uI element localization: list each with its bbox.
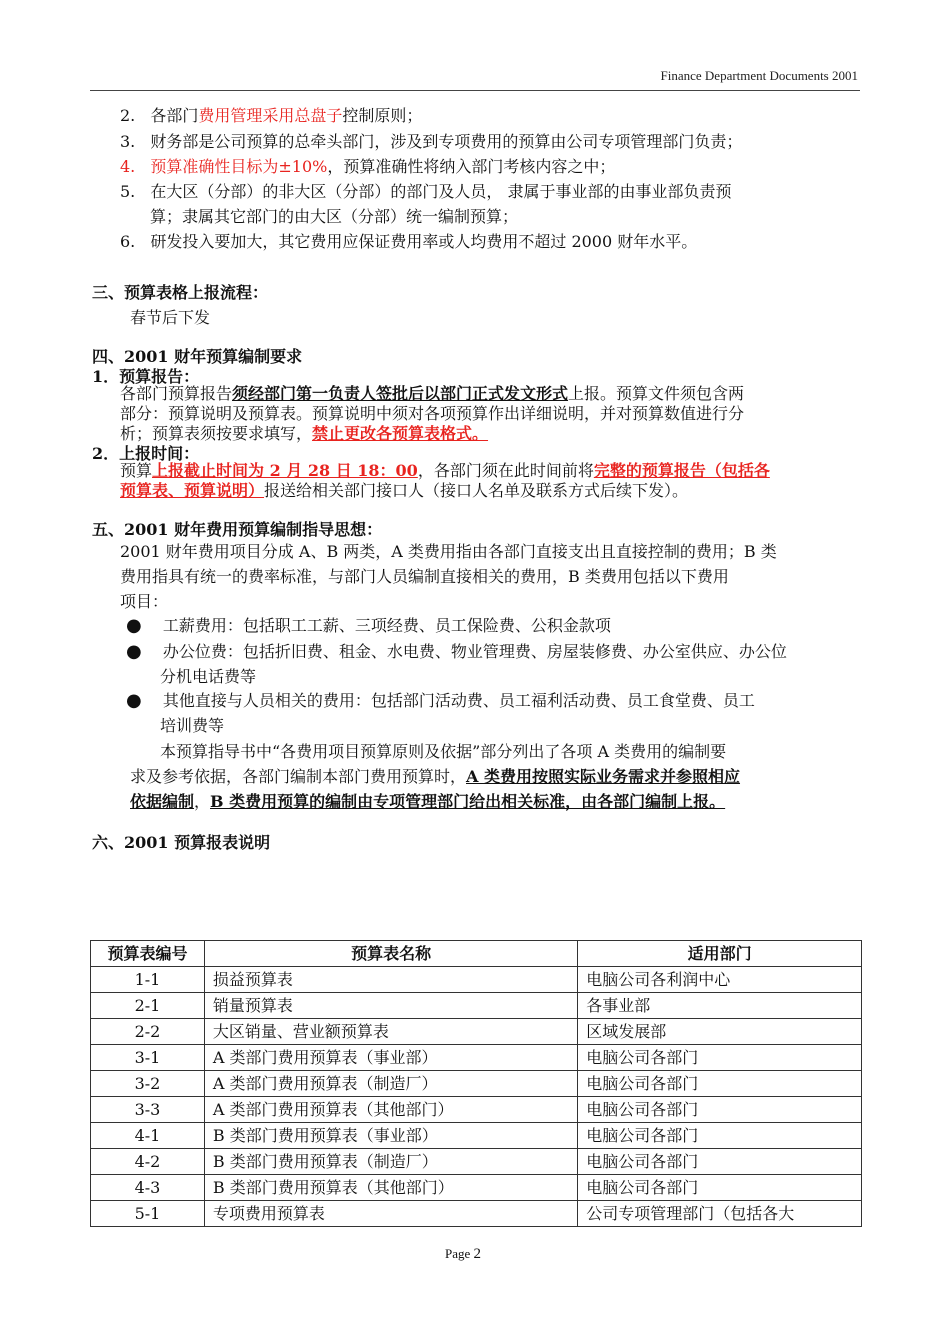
section-5-para-line2: 费用指具有统一的费率标准，与部门人员编制直接相关的费用，B 类费用包括以下费用 (120, 567, 729, 586)
bullet-text: 办公位费：包括折旧费、租金、水电费、物业管理费、房屋装修费、办公室供应、办公位 (162, 642, 787, 661)
section-4-item-1-line1 (120, 384, 744, 404)
cell-department: 电脑公司各部门 (578, 1071, 862, 1097)
column-header-code: 预算表编号 (91, 941, 205, 967)
text-bold: 须经部门第一负责人签批后以部门正式发文形式 (232, 384, 569, 403)
table-row (91, 1071, 862, 1097)
header-rule (90, 90, 860, 91)
cell-name: A 类部门费用预算表（事业部） (204, 1045, 577, 1071)
text-pre: 预算 (120, 461, 153, 480)
cell-name: A 类部门费用预算表（制造厂） (204, 1071, 577, 1097)
principle-item-3 (120, 130, 742, 154)
text-red: 上报截止时间为 2 月 28 日 18：00 (152, 461, 418, 480)
principle-text-post: ，预算准确性将纳入部门考核内容之中； (327, 157, 616, 176)
text-mid: ， (194, 792, 211, 811)
text-red: 完整的预算报告（包括各 (593, 461, 770, 480)
principle-text: 研发投入要加大，其它费用应保证费用率或人均费用不超过 2000 财年水平。 (150, 232, 698, 251)
column-header-department: 适用部门 (578, 941, 862, 967)
section-4-title: 四、2001 财年预算编制要求 (92, 347, 303, 366)
cell-department: 电脑公司各部门 (578, 1097, 862, 1123)
cell-name: 专项费用预算表 (204, 1201, 577, 1227)
section-5-para-line1: 2001 财年费用项目分成 A、B 两类，A 类费用指由各部门直接支出且直接控制的费用；B 类 (120, 542, 777, 561)
section-4-item-2-line1 (120, 461, 770, 481)
cell-department: 电脑公司各部门 (578, 1123, 862, 1149)
section-5-title: 五、2001 财年费用预算编制指导思想： (92, 520, 383, 539)
principle-number: 6. (120, 232, 136, 251)
principle-item-5 (120, 180, 731, 204)
table-row (91, 1097, 862, 1123)
principle-text-line1: 在大区（分部）的非大区（分部）的部门及人员， 隶属于事业部的由事业部负责预 (150, 182, 732, 201)
principle-number: 2. (120, 106, 136, 125)
cell-code: 3-3 (91, 1097, 205, 1123)
table-row (91, 1201, 862, 1227)
bullet-text: 工薪费用：包括职工工薪、三项经费、员工保险费、公积金款项 (162, 616, 611, 635)
cell-department: 电脑公司各部门 (578, 1149, 862, 1175)
cell-code: 2-2 (91, 1019, 205, 1045)
page-header: Finance Department Documents 2001 (660, 68, 858, 83)
page-footer (445, 1246, 481, 1263)
section-5-para-line3: 项目： (120, 592, 169, 611)
bullet-item (126, 640, 787, 664)
text-post: 上报。预算文件须包含两 (568, 384, 745, 403)
section-4-item-2-line2 (120, 481, 688, 501)
principle-text-pre: 各部门 (150, 106, 199, 125)
cell-department: 电脑公司各部门 (578, 1045, 862, 1071)
cell-code: 5-1 (91, 1201, 205, 1227)
section-5-closing-line1: 本预算指导书中“各费用项目预算原则及依据”部分列出了各项 A 类费用的编制要 (160, 742, 727, 761)
text-bold: 依据编制 (130, 792, 195, 811)
cell-department: 区域发展部 (578, 1019, 862, 1045)
principle-item-2 (120, 104, 422, 128)
cell-name: B 类部门费用预算表（事业部） (204, 1123, 577, 1149)
text-post: 报送给相关部门接口人（接口人名单及联系方式后续下发）。 (264, 481, 689, 500)
principle-text-post: 控制原则； (342, 106, 423, 125)
section-3-text: 春节后下发 (130, 308, 211, 327)
page-number: 2 (473, 1246, 482, 1262)
table-row (91, 1123, 862, 1149)
cell-code: 4-2 (91, 1149, 205, 1175)
principle-number: 5. (120, 182, 136, 201)
bullet-dot-icon: ● (126, 615, 142, 636)
bullet-item (126, 614, 611, 638)
principle-text-red: 费用管理采用总盘子 (198, 106, 343, 125)
principle-number: 4. (120, 157, 136, 176)
cell-code: 3-2 (91, 1071, 205, 1097)
section-3-title: 三、预算表格上报流程： (92, 283, 269, 302)
cell-name: 销量预算表 (204, 993, 577, 1019)
principle-text-red: 预算准确性目标为±10% (150, 157, 328, 176)
cell-code: 4-1 (91, 1123, 205, 1149)
cell-department: 电脑公司各利润中心 (578, 967, 862, 993)
cell-department: 公司专项管理部门（包括各大 (578, 1201, 862, 1227)
cell-name: B 类部门费用预算表（其他部门） (204, 1175, 577, 1201)
page-label: Page (445, 1246, 471, 1261)
bullet-dot-icon: ● (126, 690, 142, 711)
budget-table (90, 940, 862, 1227)
principle-item-4 (120, 155, 615, 179)
cell-code: 1-1 (91, 967, 205, 993)
section-4-item-2-label: 2．上报时间： (92, 444, 200, 463)
column-header-name: 预算表名称 (204, 941, 577, 967)
cell-name: 损益预算表 (204, 967, 577, 993)
cell-department: 电脑公司各部门 (578, 1175, 862, 1201)
section-4-item-1-label: 1．预算报告： (92, 367, 200, 386)
text-pre: 各部门预算报告 (120, 384, 233, 403)
section-4-item-1-line2: 部分：预算说明及预算表。预算说明中须对各项预算作出详细说明，并对预算数值进行分 (120, 404, 745, 423)
cell-name: A 类部门费用预算表（其他部门） (204, 1097, 577, 1123)
table-row (91, 967, 862, 993)
cell-code: 2-1 (91, 993, 205, 1019)
text-bold: A 类费用按照实际业务需求并参照相应 (466, 767, 741, 786)
table-row (91, 1175, 862, 1201)
principle-text: 财务部是公司预算的总牵头部门，涉及到专项费用的预算由公司专项管理部门负责； (150, 132, 743, 151)
principle-item-5-cont: 算；隶属其它部门的由大区（分部）统一编制预算； (150, 207, 519, 226)
principle-number: 3. (120, 132, 136, 151)
section-5-closing-line2 (130, 765, 740, 789)
table-row (91, 1149, 862, 1175)
text-mid: ，各部门须在此时间前将 (417, 461, 594, 480)
bullet-dot-icon: ● (126, 641, 142, 662)
section-5-closing-line3 (130, 790, 725, 814)
text-pre: 求及参考依据，各部门编制本部门费用预算时， (130, 767, 467, 786)
bullet-item (126, 689, 755, 713)
cell-name: 大区销量、营业额预算表 (204, 1019, 577, 1045)
section-4-item-1-line3 (120, 424, 488, 444)
text-bold: B 类费用预算的编制由专项管理部门给出相关标准，由各部门编制上报。 (210, 792, 726, 811)
cell-name: B 类部门费用预算表（制造厂） (204, 1149, 577, 1175)
table-row (91, 993, 862, 1019)
cell-code: 4-3 (91, 1175, 205, 1201)
text-red: 禁止更改各预算表格式。 (312, 424, 489, 443)
section-6-title: 六、2001 预算报表说明 (92, 833, 271, 852)
cell-code: 3-1 (91, 1045, 205, 1071)
bullet-text: 其他直接与人员相关的费用：包括部门活动费、员工福利活动费、员工食堂费、员工 (162, 691, 755, 710)
text-pre: 析；预算表须按要求填写， (120, 424, 313, 443)
table-header-row (91, 941, 862, 967)
principle-item-6 (120, 230, 697, 254)
table-row (91, 1045, 862, 1071)
bullet-text-cont: 培训费等 (160, 716, 225, 735)
text-red: 预算表、预算说明） (120, 481, 265, 500)
cell-department: 各事业部 (578, 993, 862, 1019)
table-row (91, 1019, 862, 1045)
bullet-text-cont: 分机电话费等 (160, 667, 257, 686)
